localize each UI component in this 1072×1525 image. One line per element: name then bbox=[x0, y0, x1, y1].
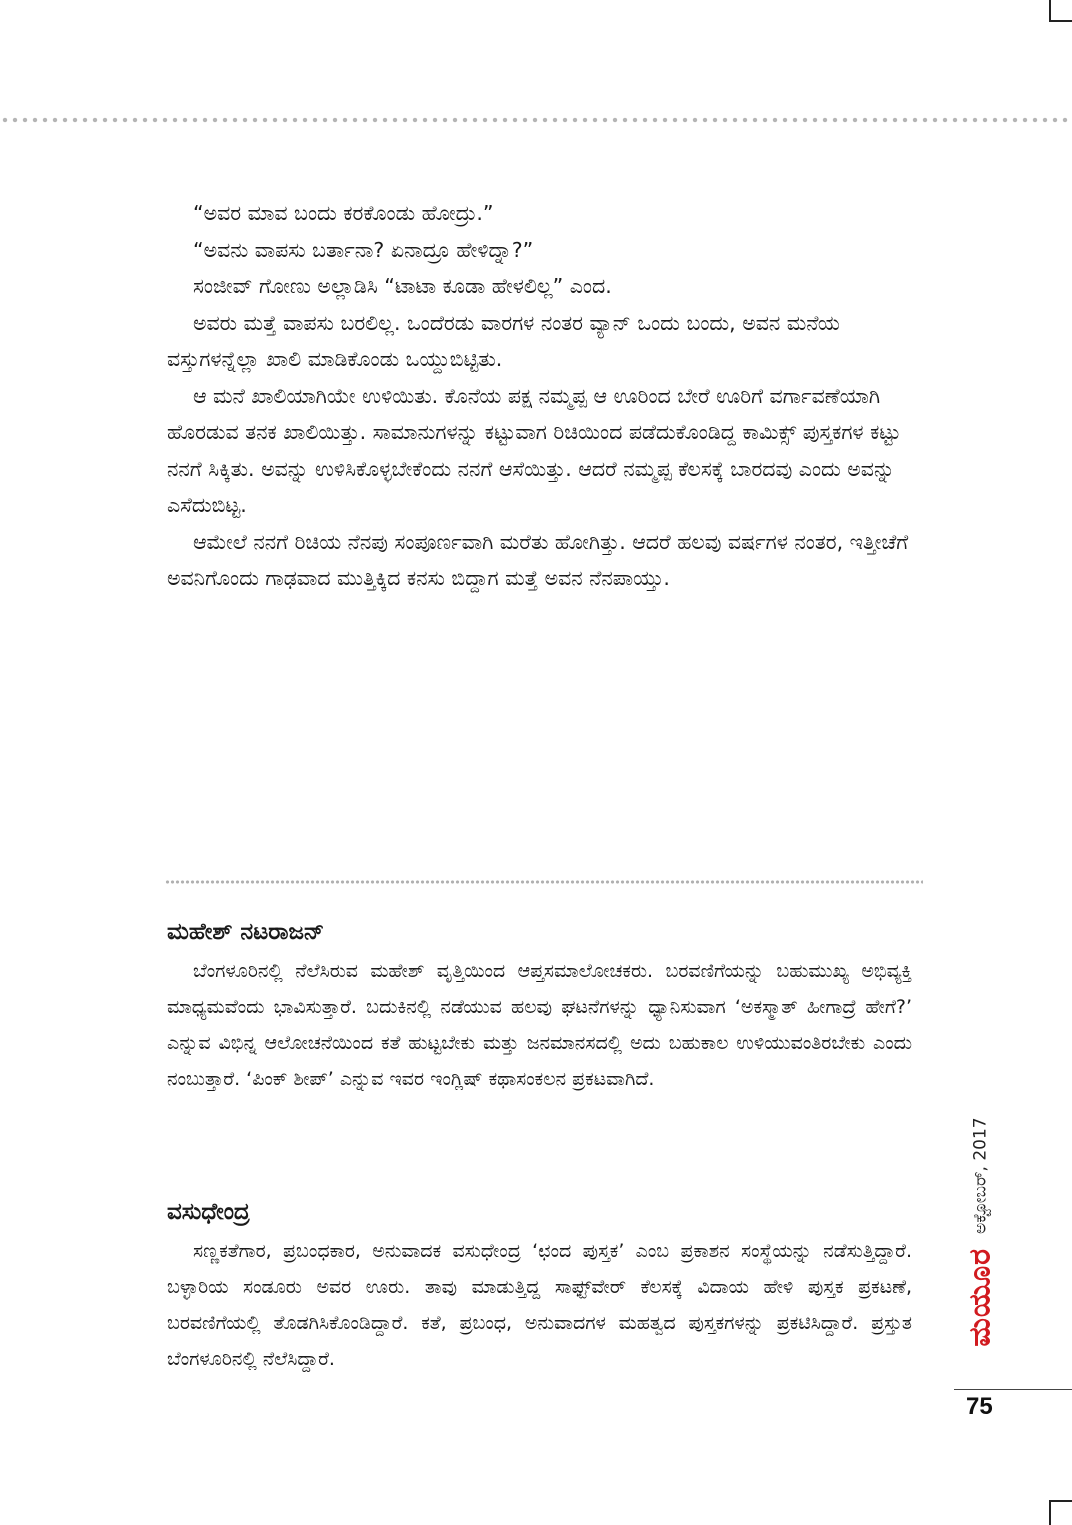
translator-bio bbox=[167, 1195, 912, 1377]
page-number: 75 bbox=[966, 1393, 993, 1420]
story-body bbox=[167, 195, 912, 597]
dotted-divider-bio bbox=[165, 880, 923, 884]
crop-mark-bottom bbox=[1049, 1500, 1072, 1525]
crop-mark-top bbox=[1049, 0, 1072, 22]
story-paragraph: “ಅವರ ಮಾವ ಬಂದು ಕರಕೊಂಡು ಹೋದ್ರು.” bbox=[193, 201, 494, 225]
author-name: ಮಹೇಶ್ ನಟರಾಜನ್ bbox=[167, 919, 325, 945]
author-bio bbox=[167, 915, 912, 1097]
translator-bio-text: ಸಣ್ಣಕತೆಗಾರ, ಪ್ರಬಂಧಕಾರ, ಅನುವಾದಕ ವಸುಧೇಂದ್ರ ‘ಛಂದ ಪುಸ್ತಕ’ ಎಂಬ ಪ್ರಕಾಶನ ಸಂಸ್ಥೆಯನ್ನು ನಡೆಸುತ್ತಿದ್ದಾರೆ. ಬಳ್ಳಾರಿಯ ಸಂಡೂರು ಅವರ ಊರು. ತಾವು ಮಾಡುತ್ತಿದ್ದ ಸಾಫ್ಟ್‌ವೇರ್ ಕೆಲಸಕ್ಕೆ ವಿದಾಯ ಹೇಳಿ ಪುಸ್ತಕ ಪ್ರಕಟಣೆ, ಬರವಣಿಗೆಯಲ್ಲಿ ತೊಡಗಿಸಿಕೊಂಡಿದ್ದಾರೆ. ಕತೆ, ಪ್ರಬಂಧ, ಅನುವಾದಗಳ ಮಹತ್ವದ ಪುಸ್ತಕಗಳನ್ನು ಪ್ರಕಟಿಸಿದ್ದಾರೆ. ಪ್ರಸ್ತುತ ಬೆಂಗಳೂರಿನಲ್ಲಿ ನೆಲೆಸಿದ್ದಾರೆ. bbox=[167, 1240, 912, 1370]
story-paragraph: ಆಮೇಲೆ ನನಗೆ ರಿಚಿಯ ನೆನಪು ಸಂಪೂರ್ಣವಾಗಿ ಮರೆತು ಹೋಗಿತ್ತು. ಆದರೆ ಹಲವು ವರ್ಷಗಳ ನಂತರ, ಇತ್ತೀಚೆಗೆ ಅವನಿಗೊಂದು ಗಾಢವಾದ ಮುತ್ತಿಕ್ಕಿದ ಕನಸು ಬಿದ್ದಾಗ ಮತ್ತೆ ಅವನ ನೆನಪಾಯ್ತು. bbox=[167, 529, 909, 590]
issue-date: ಅಕ್ಟೋಬರ್, 2017 bbox=[970, 1117, 990, 1234]
story-paragraph: “ಅವನು ವಾಪಸು ಬರ್ತಾನಾ? ಏನಾದ್ರೂ ಹೇಳಿದ್ನಾ?” bbox=[193, 237, 534, 262]
story-paragraph: ಅವರು ಮತ್ತೆ ವಾಪಸು ಬರಲಿಲ್ಲ. ಒಂದೆರಡು ವಾರಗಳ ನಂತರ ವ್ಯಾನ್ ಒಂದು ಬಂದು, ಅವನ ಮನೆಯ ವಸ್ತುಗಳನ್ನೆಲ್ಲಾ ಖಾಲಿ ಮಾಡಿಕೊಂಡು ಒಯ್ದುಬಿಟ್ಟಿತು. bbox=[167, 310, 840, 371]
story-paragraph: ಆ ಮನೆ ಖಾಲಿಯಾಗಿಯೇ ಉಳಿಯಿತು. ಕೊನೆಯ ಪಕ್ಷ ನಮ್ಮಪ್ಪ ಆ ಊರಿಂದ ಬೇರೆ ಊರಿಗೆ ವರ್ಗಾವಣೆಯಾಗಿ ಹೊರಡುವ ತನಕ ಖಾಲಿಯಿತ್ತು. ಸಾಮಾನುಗಳನ್ನು ಕಟ್ಟುವಾಗ ರಿಚಿಯಿಂದ ಪಡೆದುಕೊಂಡಿದ್ದ ಕಾಮಿಕ್ಸ್ ಪುಸ್ತಕಗಳ ಕಟ್ಟು ನನಗೆ ಸಿಕ್ಕಿತು. ಅವನ್ನು ಉಳಿಸಿಕೊಳ್ಳಬೇಕೆಂದು ನನಗೆ ಆಸೆಯಿತ್ತು. ಆದರೆ ನಮ್ಮಪ್ಪ ಕೆಲಸಕ್ಕೆ ಬಾರದವು ಎಂದು ಅವನ್ನು ಎಸೆದುಬಿಟ್ಟ. bbox=[167, 383, 901, 517]
dotted-divider-top bbox=[0, 117, 1072, 123]
page-number-rule bbox=[954, 1389, 1072, 1390]
magazine-side-label bbox=[964, 1082, 996, 1382]
story-paragraph: ಸಂಜೀವ್ ಗೋಣು ಅಲ್ಲಾಡಿಸಿ “ಟಾಟಾ ಕೂಡಾ ಹೇಳಲಿಲ್ಲ” ಎಂದ. bbox=[193, 274, 612, 298]
author-bio-text: ಬೆಂಗಳೂರಿನಲ್ಲಿ ನೆಲೆಸಿರುವ ಮಹೇಶ್ ವೃತ್ತಿಯಿಂದ ಆಪ್ತಸಮಾಲೋಚಕರು. ಬರವಣಿಗೆಯನ್ನು ಬಹುಮುಖ್ಯ ಅಭಿವ್ಯಕ್ತಿ ಮಾಧ್ಯಮವೆಂದು ಭಾವಿಸುತ್ತಾರೆ. ಬದುಕಿನಲ್ಲಿ ನಡೆಯುವ ಹಲವು ಘಟನೆಗಳನ್ನು ಧ್ಯಾನಿಸುವಾಗ ‘ಅಕಸ್ಮಾತ್ ಹೀಗಾದ್ರೆ ಹೇಗೆ?’ ಎನ್ನುವ ವಿಭಿನ್ನ ಆಲೋಚನೆಯಿಂದ ಕತೆ ಹುಟ್ಟಬೇಕು ಮತ್ತು ಜನಮಾನಸದಲ್ಲಿ ಅದು ಬಹುಕಾಲ ಉಳಿಯುವಂತಿರಬೇಕು ಎಂದು ನಂಬುತ್ತಾರೆ. ‘ಪಿಂಕ್ ಶೀಪ್’ ಎನ್ನುವ ಇವರ ಇಂಗ್ಲಿಷ್ ಕಥಾಸಂಕಲನ ಪ್ರಕಟವಾಗಿದೆ. bbox=[167, 960, 912, 1090]
magazine-logo: ಮಯೂರ bbox=[962, 1247, 998, 1347]
translator-name: ವಸುಧೇಂದ್ರ bbox=[167, 1199, 250, 1225]
